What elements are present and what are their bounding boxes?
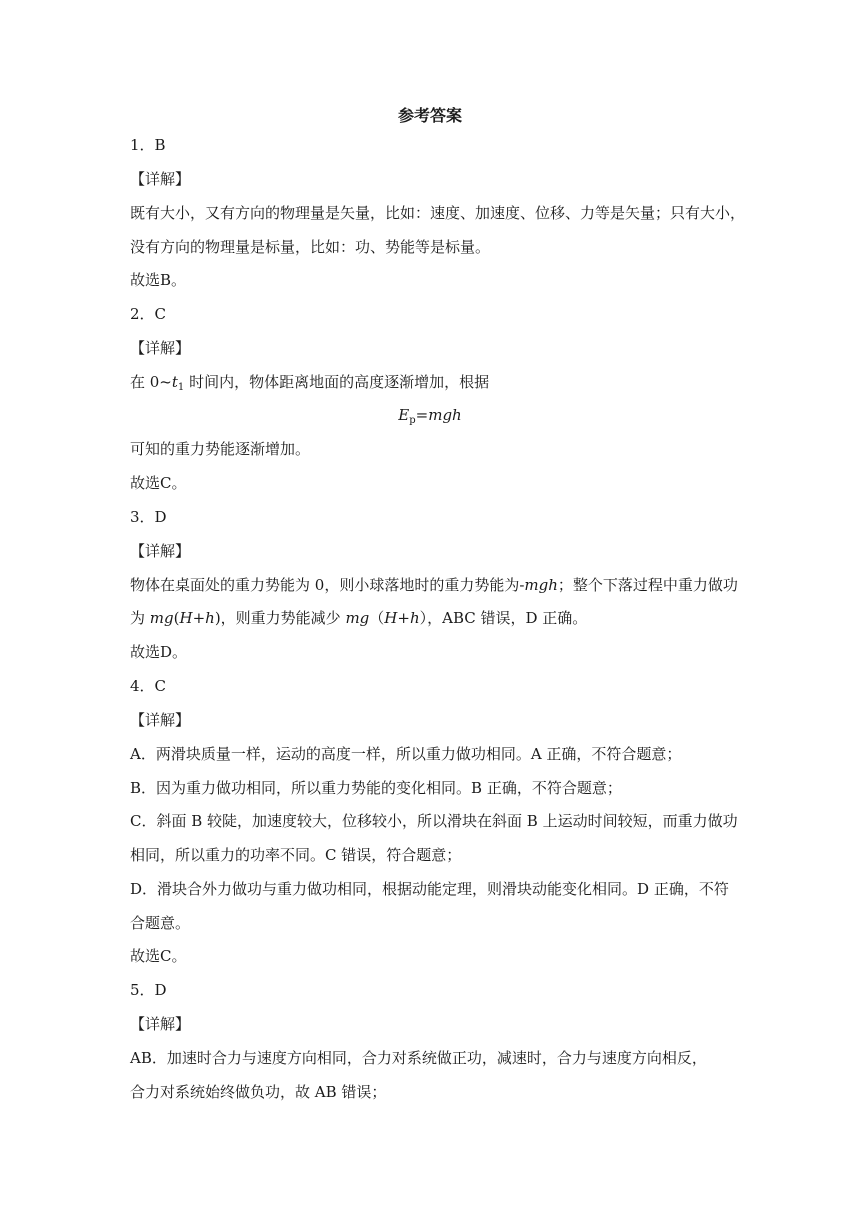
formula-energy-sub: p	[409, 415, 416, 426]
q4-header: 4．C	[130, 677, 167, 695]
q3-l2-g: )，则重力势能减少	[214, 609, 346, 627]
q2-time-var: t	[171, 373, 178, 391]
q4-detail-label: 【详解】	[130, 711, 191, 729]
q2-detail-label: 【详解】	[130, 339, 191, 357]
q2-formula	[0, 404, 860, 426]
q4-option-c-line1: C．斜面 B 较陡，加速度较大，位移较小，所以滑块在斜面 B 上运动时间较短，而重力做功	[130, 812, 738, 830]
q3-l2-f: h	[205, 609, 215, 627]
q3-line1-var: mgh	[524, 576, 558, 594]
q3-l2-d: H	[179, 609, 193, 627]
q3-l2-c: (	[173, 609, 180, 627]
formula-equals: =	[415, 406, 429, 424]
q4-option-a: A．两滑块质量一样，运动的高度一样，所以重力做功相同。A 正确，不符合题意；	[130, 745, 682, 763]
q4-option-d-line2: 合题意。	[130, 914, 191, 932]
q3-line1-pre: 物体在桌面处的重力势能为 0，则小球落地时的重力势能为-	[130, 576, 525, 594]
q3-choice: 故选D。	[130, 643, 188, 661]
q3-explanation-line2	[130, 607, 587, 629]
q1-explanation-line2: 没有方向的物理量是标量，比如：功、势能等是标量。	[130, 238, 491, 256]
formula-energy-symbol: E	[398, 406, 410, 424]
q3-l2-j: H	[384, 609, 398, 627]
q2-header: 2．C	[130, 305, 167, 323]
q4-option-d-line1: D．滑块合外力做功与重力做功相同，根据动能定理，则滑块动能变化相同。D 正确，不符	[130, 880, 729, 898]
q2-line1-post: 时间内，物体距离地面的高度逐渐增加，根据	[184, 373, 490, 391]
q5-header: 5．D	[130, 981, 167, 999]
q1-header: 1．B	[130, 136, 166, 154]
q4-option-b: B．因为重力做功相同，所以重力势能的变化相同。B 正确，不符合题意；	[130, 779, 622, 797]
q1-detail-label: 【详解】	[130, 170, 191, 188]
q3-l2-e: +	[192, 609, 206, 627]
q3-l2-a: 为	[130, 609, 150, 627]
page-title: 参考答案	[397, 106, 462, 125]
q3-header: 3．D	[130, 508, 167, 526]
q1-choice: 故选B。	[130, 271, 187, 289]
q2-choice: 故选C。	[130, 474, 187, 492]
q3-l2-h: mg	[345, 609, 370, 627]
q4-choice: 故选C。	[130, 947, 187, 965]
q5-option-ab-line2: 合力对系统始终做负功，故 AB 错误；	[130, 1083, 387, 1101]
q2-line1-pre: 在 0~	[130, 373, 172, 391]
q5-detail-label: 【详解】	[130, 1015, 191, 1033]
q2-explanation-line1	[130, 371, 489, 393]
q3-line1-post: ；整个下落过程中重力做功	[557, 576, 738, 594]
q3-detail-label: 【详解】	[130, 542, 191, 560]
q4-option-c-line2: 相同，所以重力的功率不同。C 错误，符合题意；	[130, 846, 462, 864]
q3-l2-m: ），ABC 错误，D 正确。	[419, 609, 588, 627]
q5-option-ab-line1: AB．加速时合力与速度方向相同，合力对系统做正功，减速时，合力与速度方向相反，	[130, 1049, 707, 1067]
q3-l2-b: mg	[149, 609, 174, 627]
q3-l2-l: h	[409, 609, 420, 627]
q2-explanation-line3: 可知的重力势能逐渐增加。	[130, 440, 311, 458]
q3-explanation-line1	[130, 574, 738, 596]
q3-l2-k: +	[397, 609, 410, 627]
q2-time-sub: 1	[177, 382, 185, 393]
q3-l2-i: （	[369, 609, 385, 627]
q1-explanation-line1: 既有大小，又有方向的物理量是矢量，比如：速度、加速度、位移、力等是矢量；只有大小，	[130, 204, 746, 222]
formula-rhs: mgh	[428, 406, 462, 424]
